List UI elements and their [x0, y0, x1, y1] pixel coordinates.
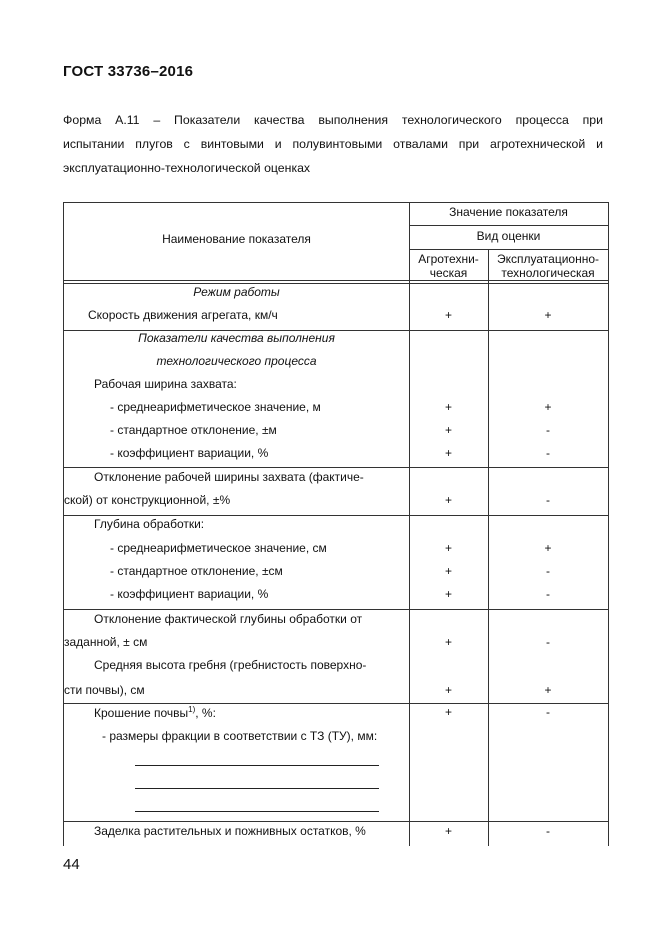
row-depth-mean-label: - среднеарифметическое значение, см	[110, 541, 327, 555]
caption-line-1: Форма А.11 – Показатели качества выполнения технологического процесса при	[63, 113, 603, 127]
header-expl-line-2: технологическая	[501, 266, 595, 280]
header-rule-1	[409, 225, 608, 226]
row-rule-width-dev	[64, 467, 608, 468]
row-depth-mean-agro: +	[444, 541, 452, 555]
row-width-dev-label: ской) от конструкционной, ±%	[64, 493, 231, 507]
row-width-std-expl: -	[546, 423, 550, 437]
row-depth-std-expl: -	[546, 564, 550, 578]
row-width-cv-agro: +	[444, 446, 452, 460]
header-name-column: Наименование показателя	[162, 232, 311, 246]
row-ridge-line-1: Средняя высота гребня (гребнистость поверхно-	[94, 658, 367, 672]
row-depth-cv-label: - коэффициент вариации, %	[110, 587, 269, 601]
row-ridge-expl: +	[544, 683, 552, 697]
row-fraction-label: - размеры фракции в соответствии с ТЗ (ТУ), мм:	[102, 729, 378, 743]
document-header: ГОСТ 33736–2016	[63, 63, 194, 80]
header-agro-line-2: ческая	[429, 266, 468, 280]
row-residue-expl: -	[546, 824, 550, 838]
row-ridge-label: сти почвы), см	[64, 683, 145, 697]
row-speed-agro: +	[444, 308, 452, 322]
row-width-std-agro: +	[444, 423, 452, 437]
row-crumble-expl: -	[546, 705, 550, 719]
row-residue-label: Заделка растительных и пожнивных остатков, %	[94, 824, 366, 838]
section-title-mode: Режим работы	[193, 285, 280, 299]
column-divider-name	[409, 203, 410, 846]
section-title-quality-1: Показатели качества выполнения	[138, 331, 335, 345]
row-width-dev-agro: +	[444, 493, 452, 507]
fill-in-blank-3	[135, 811, 379, 812]
caption-line-3: эксплуатационно-технологической оценках	[63, 161, 311, 175]
header-rule-2	[409, 249, 608, 250]
indicators-table	[63, 202, 609, 846]
row-crumble-footnote: 1)	[188, 705, 196, 714]
section-title-quality-2: технологического процесса	[156, 354, 317, 368]
row-width-cv-expl: -	[546, 446, 550, 460]
header-agro-line-1: Агротехни-	[418, 252, 479, 266]
row-depth-title: Глубина обработки:	[94, 517, 205, 531]
row-width-mean-agro: +	[444, 400, 452, 414]
fill-in-blank-1	[135, 765, 379, 766]
header-bottom-rule	[64, 280, 608, 284]
row-width-dev-expl: -	[546, 493, 550, 507]
row-ridge-agro: +	[444, 683, 452, 697]
row-width-std-label: - стандартное отклонение, ±м	[110, 423, 277, 437]
row-width-cv-label: - коэффициент вариации, %	[110, 446, 269, 460]
row-width-dev-line-1: Отклонение рабочей ширины захвата (фактиче-	[94, 470, 364, 484]
row-crumble-label	[94, 705, 216, 720]
row-speed-label: Скорость движения агрегата, км/ч	[88, 308, 278, 322]
row-width-mean-label: - среднеарифметическое значение, м	[110, 400, 321, 414]
row-depth-mean-expl: +	[544, 541, 552, 555]
row-rule-depth	[64, 515, 608, 516]
header-expl-line-1: Эксплуатационно-	[497, 252, 599, 266]
row-crumble-agro: +	[444, 705, 452, 719]
row-depth-std-agro: +	[444, 564, 452, 578]
row-speed-expl: +	[544, 308, 552, 322]
header-value-group: Значение показателя	[449, 205, 568, 219]
row-depth-dev-agro: +	[444, 635, 452, 649]
row-crumble-suffix: , %:	[195, 706, 216, 720]
caption-line-2: испытании плугов с винтовыми и полувинтовыми отвалами при агротехнической и	[63, 137, 603, 151]
row-rule-residue	[64, 821, 608, 822]
row-depth-dev-line-1: Отклонение фактической глубины обработки от	[94, 612, 363, 626]
row-depth-std-label: - стандартное отклонение, ±см	[110, 564, 283, 578]
form-caption	[63, 108, 603, 180]
fill-in-blank-2	[135, 788, 379, 789]
row-depth-dev-expl: -	[546, 635, 550, 649]
row-width-mean-expl: +	[544, 400, 552, 414]
row-depth-dev-label: заданной, ± см	[64, 635, 148, 649]
row-rule-crumble	[64, 703, 608, 704]
row-depth-cv-agro: +	[444, 587, 452, 601]
row-rule-depth-dev	[64, 609, 608, 610]
page-number: 44	[63, 856, 80, 873]
row-width-title: Рабочая ширина захвата:	[94, 377, 237, 391]
row-crumble-text: Крошение почвы	[94, 706, 189, 720]
header-type-group: Вид оценки	[476, 229, 541, 243]
row-residue-agro: +	[444, 824, 452, 838]
row-depth-cv-expl: -	[546, 587, 550, 601]
